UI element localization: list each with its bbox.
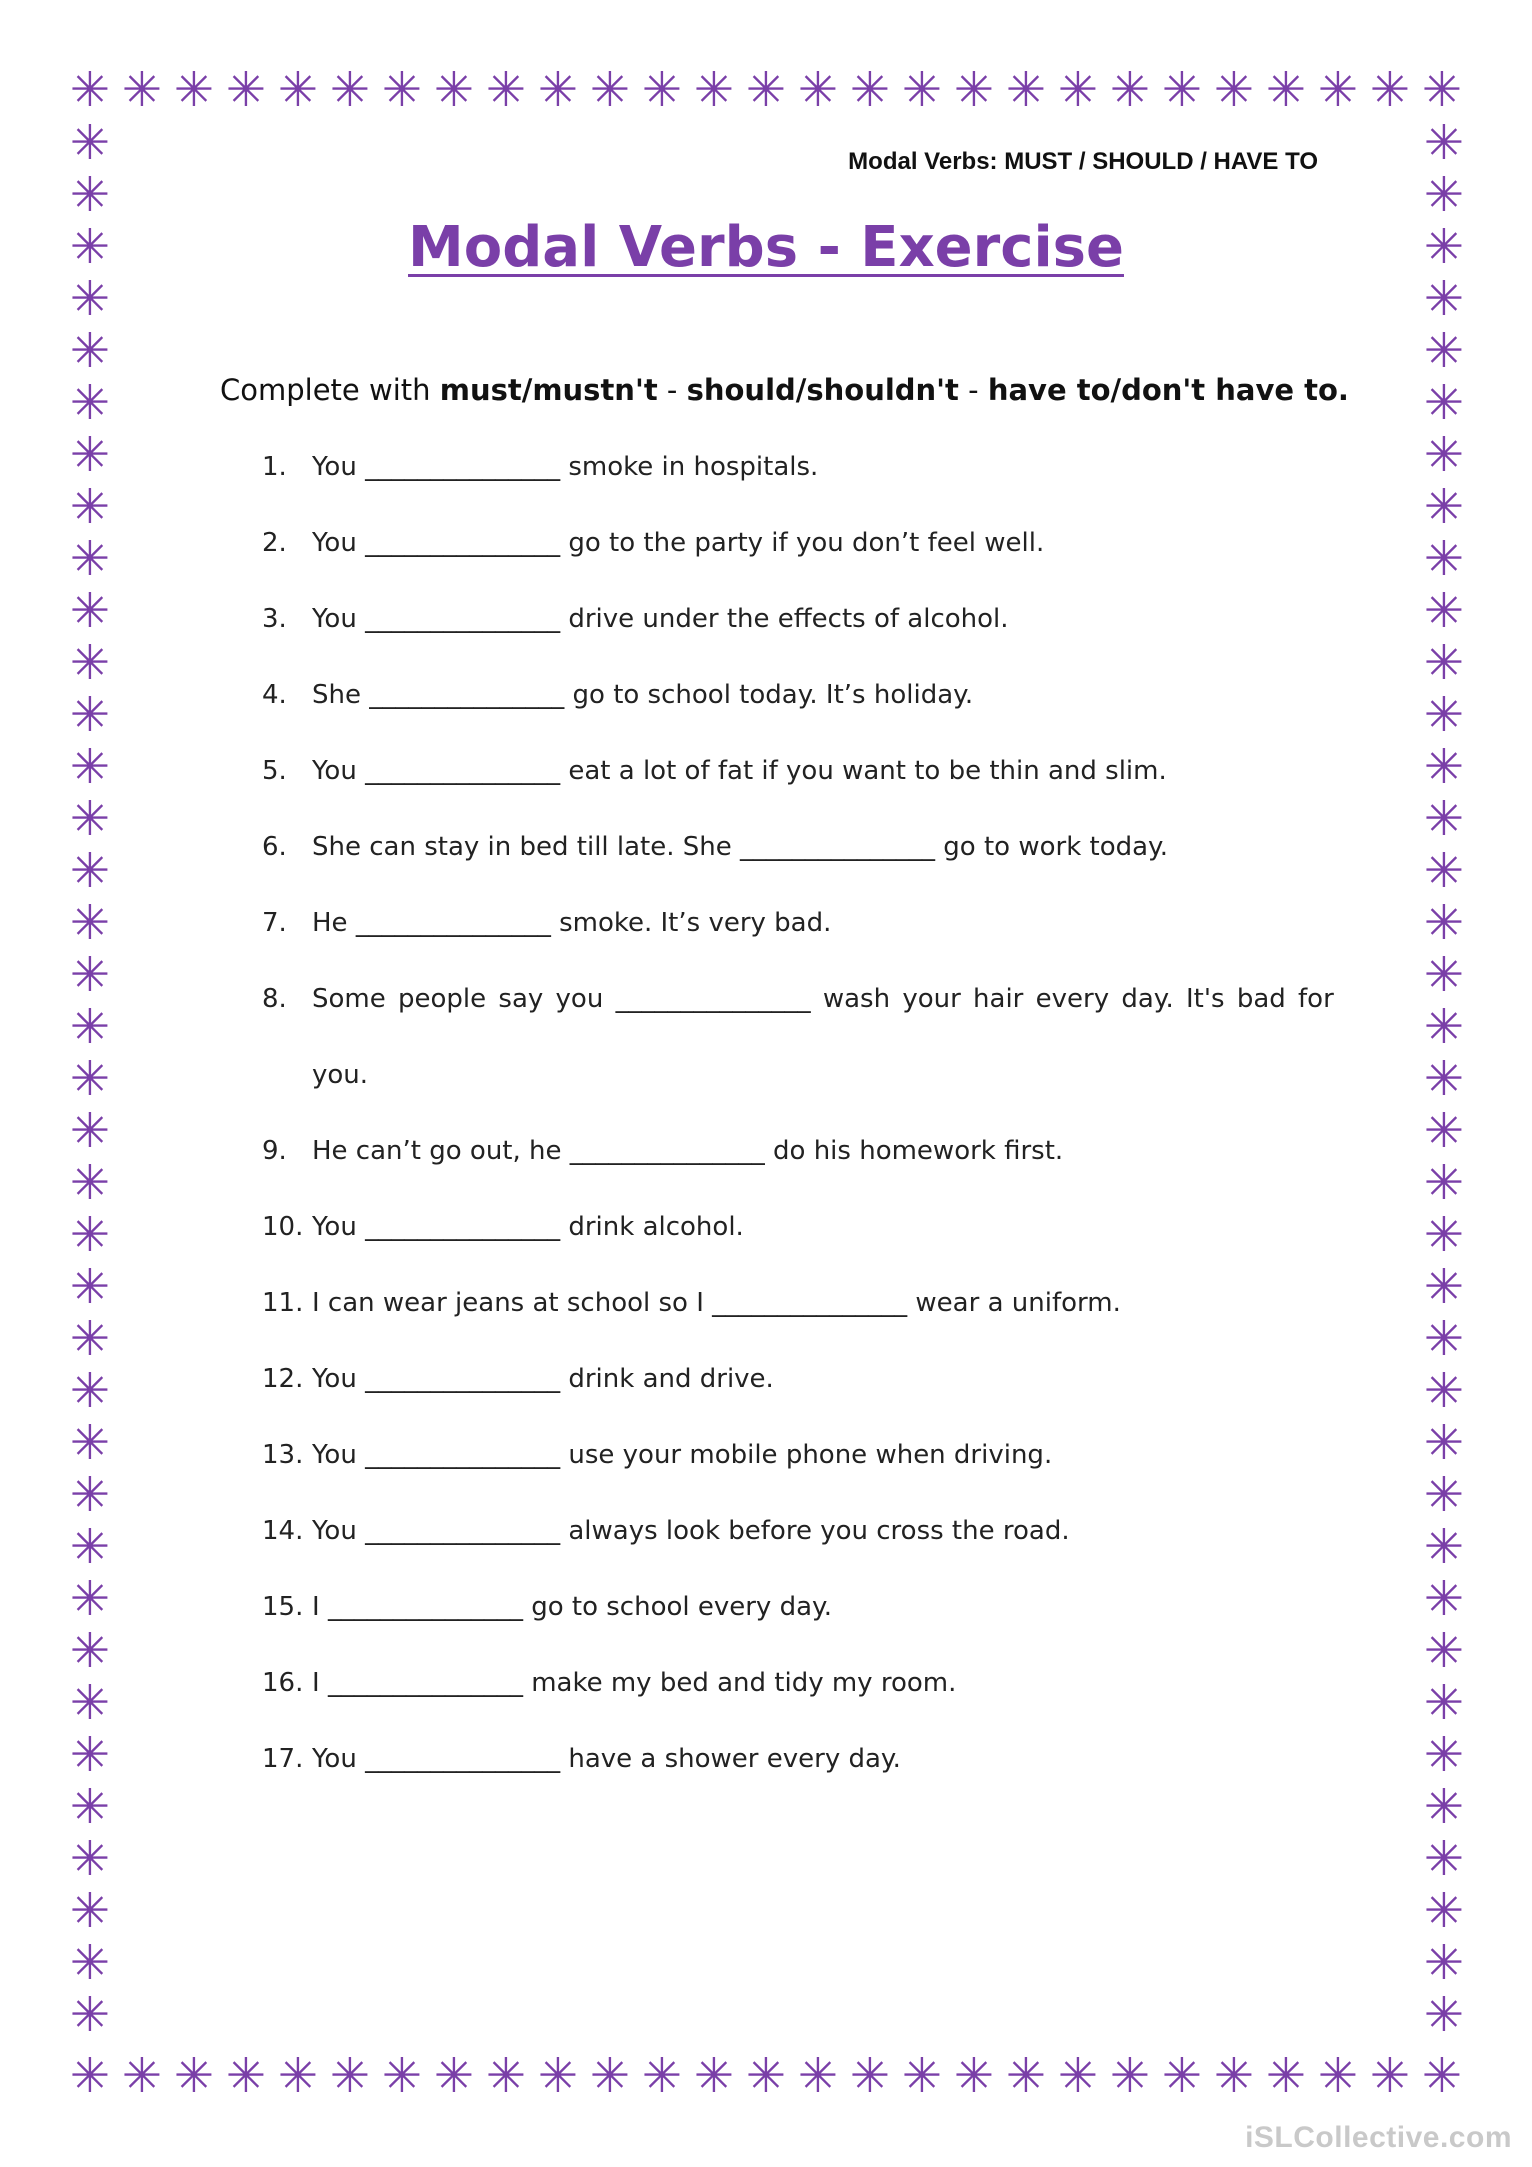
sentence-end: use your mobile phone when driving. xyxy=(560,1440,1053,1470)
flower-icon: ✳ xyxy=(693,62,735,118)
answer-blank[interactable]: _______________ xyxy=(365,1516,561,1546)
exercise-number: 11. xyxy=(262,1288,304,1318)
exercise-number: 13. xyxy=(262,1440,304,1470)
exercise-number: 15. xyxy=(262,1592,304,1622)
flower-icon: ✳ xyxy=(69,1675,111,1731)
flower-icon: ✳ xyxy=(1421,62,1463,118)
exercise-sentence xyxy=(312,1212,744,1242)
flower-icon: ✳ xyxy=(433,62,475,118)
exercise-sentence xyxy=(312,1592,832,1622)
answer-blank[interactable]: _______________ xyxy=(365,604,561,634)
flower-icon: ✳ xyxy=(69,375,111,431)
exercise-number: 2. xyxy=(262,528,287,558)
flower-icon: ✳ xyxy=(1423,1155,1465,1211)
exercise-item xyxy=(262,756,1322,832)
flower-icon: ✳ xyxy=(1317,62,1359,118)
flower-icon: ✳ xyxy=(69,739,111,795)
flower-icon: ✳ xyxy=(69,219,111,275)
flower-icon: ✳ xyxy=(69,115,111,171)
flower-icon: ✳ xyxy=(69,1155,111,1211)
exercise-sentence xyxy=(312,908,831,938)
exercise-item xyxy=(262,1364,1322,1440)
flower-icon: ✳ xyxy=(381,2048,423,2104)
exercise-item xyxy=(262,984,1334,1136)
flower-icon: ✳ xyxy=(1423,1311,1465,1367)
flower-icon: ✳ xyxy=(901,62,943,118)
flower-icon: ✳ xyxy=(1423,271,1465,327)
exercise-item xyxy=(262,528,1322,604)
flower-icon: ✳ xyxy=(69,1935,111,1991)
answer-blank[interactable]: _______________ xyxy=(365,1364,561,1394)
sentence-start: You xyxy=(312,1516,366,1546)
flower-icon: ✳ xyxy=(1423,1103,1465,1159)
flower-icon: ✳ xyxy=(69,1831,111,1887)
flower-icon: ✳ xyxy=(69,1987,111,2043)
sentence-end: go to school today. It’s holiday. xyxy=(564,680,974,710)
flower-icon: ✳ xyxy=(69,1727,111,1783)
flower-icon: ✳ xyxy=(641,2048,683,2104)
sentence-start: Some people say you xyxy=(312,984,616,1014)
sentence-end: drink and drive. xyxy=(560,1364,774,1394)
exercise-item xyxy=(262,1288,1322,1364)
flower-icon: ✳ xyxy=(69,1519,111,1575)
exercise-sentence xyxy=(312,1364,774,1394)
answer-blank[interactable]: _______________ xyxy=(365,528,561,558)
answer-blank[interactable]: _______________ xyxy=(355,908,551,938)
flower-icon: ✳ xyxy=(1265,2048,1307,2104)
exercise-item xyxy=(262,452,1322,528)
answer-blank[interactable]: _______________ xyxy=(365,452,561,482)
exercise-sentence xyxy=(312,1440,1052,1470)
flower-icon: ✳ xyxy=(225,62,267,118)
flower-icon: ✳ xyxy=(1423,843,1465,899)
flower-icon: ✳ xyxy=(69,1103,111,1159)
answer-blank[interactable]: _______________ xyxy=(365,1440,561,1470)
flower-icon: ✳ xyxy=(69,1623,111,1679)
flower-icon: ✳ xyxy=(745,62,787,118)
flower-icon: ✳ xyxy=(1109,2048,1151,2104)
option-should: should/shouldn't xyxy=(686,373,959,407)
sentence-end: wear a uniform. xyxy=(907,1288,1121,1318)
exercise-item xyxy=(262,1744,1322,1820)
flower-icon: ✳ xyxy=(1423,583,1465,639)
flower-icon: ✳ xyxy=(1423,1675,1465,1731)
flower-icon: ✳ xyxy=(589,2048,631,2104)
sentence-end: make my bed and tidy my room. xyxy=(522,1668,957,1698)
flower-icon: ✳ xyxy=(1423,1571,1465,1627)
flower-border-top xyxy=(64,64,1468,116)
flower-icon: ✳ xyxy=(69,999,111,1055)
answer-blank[interactable]: _______________ xyxy=(327,1668,523,1698)
exercise-sentence xyxy=(312,452,818,482)
flower-icon: ✳ xyxy=(537,2048,579,2104)
flower-icon: ✳ xyxy=(1213,2048,1255,2104)
flower-icon: ✳ xyxy=(1423,635,1465,691)
flower-icon: ✳ xyxy=(277,2048,319,2104)
sentence-end: eat a lot of fat if you want to be thin and slim. xyxy=(560,756,1167,786)
flower-icon: ✳ xyxy=(953,62,995,118)
flower-icon: ✳ xyxy=(69,167,111,223)
flower-icon: ✳ xyxy=(1423,1207,1465,1263)
flower-icon: ✳ xyxy=(1423,1467,1465,1523)
flower-icon: ✳ xyxy=(69,1051,111,1107)
flower-border-left xyxy=(64,117,116,2041)
instruction-separator: - xyxy=(657,373,687,407)
flower-icon: ✳ xyxy=(1057,2048,1099,2104)
sentence-end: always look before you cross the road. xyxy=(560,1516,1070,1546)
flower-icon: ✳ xyxy=(225,2048,267,2104)
flower-icon: ✳ xyxy=(69,1571,111,1627)
flower-icon: ✳ xyxy=(69,843,111,899)
flower-icon: ✳ xyxy=(1423,531,1465,587)
flower-icon: ✳ xyxy=(1423,1415,1465,1471)
exercise-item xyxy=(262,1136,1322,1212)
exercise-number: 7. xyxy=(262,908,287,938)
flower-icon: ✳ xyxy=(69,479,111,535)
flower-icon: ✳ xyxy=(1423,1779,1465,1835)
sentence-start: She can stay in bed till late. She xyxy=(312,832,741,862)
flower-icon: ✳ xyxy=(1423,167,1465,223)
sentence-start: You xyxy=(312,756,366,786)
sentence-start: You xyxy=(312,528,366,558)
flower-icon: ✳ xyxy=(69,895,111,951)
exercise-sentence xyxy=(312,984,1334,1014)
exercise-item xyxy=(262,680,1322,756)
exercise-item xyxy=(262,832,1322,908)
flower-icon: ✳ xyxy=(1423,895,1465,951)
flower-icon: ✳ xyxy=(1369,62,1411,118)
flower-icon: ✳ xyxy=(433,2048,475,2104)
exercise-item xyxy=(262,908,1322,984)
flower-icon: ✳ xyxy=(1109,62,1151,118)
exercise-number: 10. xyxy=(262,1212,304,1242)
flower-icon: ✳ xyxy=(1423,1363,1465,1419)
instruction-prefix: Complete with xyxy=(220,373,440,407)
flower-icon: ✳ xyxy=(1423,1623,1465,1679)
flower-icon: ✳ xyxy=(849,62,891,118)
flower-icon: ✳ xyxy=(745,2048,787,2104)
option-must: must/mustn't xyxy=(439,373,658,407)
sentence-start: He can’t go out, he xyxy=(312,1136,570,1166)
flower-icon: ✳ xyxy=(1161,2048,1203,2104)
exercise-number: 4. xyxy=(262,680,287,710)
answer-blank[interactable]: _______________ xyxy=(369,680,565,710)
instruction-separator: - xyxy=(958,373,988,407)
exercise-item xyxy=(262,604,1322,680)
option-have-to: have to/don't have to. xyxy=(987,373,1349,407)
flower-icon: ✳ xyxy=(1423,1727,1465,1783)
answer-blank[interactable]: _______________ xyxy=(712,1288,908,1318)
flower-icon: ✳ xyxy=(69,1779,111,1835)
sentence-start: I xyxy=(312,1592,328,1622)
exercise-sentence xyxy=(312,756,1167,786)
sentence-continuation: you. xyxy=(312,1060,369,1090)
flower-icon: ✳ xyxy=(69,583,111,639)
exercise-list xyxy=(262,452,1334,1820)
flower-icon: ✳ xyxy=(69,947,111,1003)
flower-icon: ✳ xyxy=(69,2048,111,2104)
sentence-end: go to school every day. xyxy=(522,1592,832,1622)
flower-icon: ✳ xyxy=(1057,62,1099,118)
exercise-item xyxy=(262,1440,1322,1516)
flower-icon: ✳ xyxy=(173,2048,215,2104)
exercise-number: 5. xyxy=(262,756,287,786)
sentence-start: You xyxy=(312,1440,366,1470)
exercise-number: 17. xyxy=(262,1744,304,1774)
exercise-sentence xyxy=(312,604,1009,634)
flower-icon: ✳ xyxy=(589,62,631,118)
worksheet-topic: Modal Verbs: MUST / SHOULD / HAVE TO xyxy=(848,148,1318,175)
exercise-item xyxy=(262,1592,1322,1668)
watermark: iSLCollective.com xyxy=(1245,2121,1512,2154)
flower-icon: ✳ xyxy=(1421,2048,1463,2104)
flower-icon: ✳ xyxy=(537,62,579,118)
sentence-start: You xyxy=(312,452,366,482)
exercise-item xyxy=(262,1668,1322,1744)
answer-blank[interactable]: _______________ xyxy=(365,1212,561,1242)
flower-icon: ✳ xyxy=(953,2048,995,2104)
sentence-end: smoke in hospitals. xyxy=(560,452,819,482)
page-title: Modal Verbs - Exercise xyxy=(408,215,1124,280)
sentence-end: do his homework first. xyxy=(764,1136,1064,1166)
flower-icon: ✳ xyxy=(329,2048,371,2104)
flower-icon: ✳ xyxy=(69,1467,111,1523)
flower-icon: ✳ xyxy=(69,427,111,483)
exercise-number: 14. xyxy=(262,1516,304,1546)
flower-icon: ✳ xyxy=(1423,115,1465,171)
answer-blank[interactable]: _______________ xyxy=(365,1744,561,1774)
exercise-number: 12. xyxy=(262,1364,304,1394)
flower-icon: ✳ xyxy=(69,1259,111,1315)
exercise-sentence xyxy=(312,680,973,710)
sentence-start: You xyxy=(312,1212,366,1242)
flower-icon: ✳ xyxy=(277,62,319,118)
exercise-sentence xyxy=(312,832,1168,862)
flower-icon: ✳ xyxy=(849,2048,891,2104)
flower-icon: ✳ xyxy=(901,2048,943,2104)
flower-icon: ✳ xyxy=(1423,1519,1465,1575)
sentence-end: go to work today. xyxy=(935,832,1169,862)
flower-icon: ✳ xyxy=(121,62,163,118)
exercise-number: 8. xyxy=(262,984,287,1014)
sentence-start: You xyxy=(312,1364,366,1394)
flower-icon: ✳ xyxy=(69,62,111,118)
flower-icon: ✳ xyxy=(69,271,111,327)
flower-icon: ✳ xyxy=(1423,1259,1465,1315)
flower-icon: ✳ xyxy=(1423,427,1465,483)
sentence-start: I can wear jeans at school so I xyxy=(312,1288,713,1318)
flower-border-right xyxy=(1418,117,1470,2041)
flower-icon: ✳ xyxy=(69,1415,111,1471)
exercise-sentence xyxy=(312,1288,1121,1318)
flower-icon: ✳ xyxy=(1423,791,1465,847)
flower-icon: ✳ xyxy=(693,2048,735,2104)
sentence-start: You xyxy=(312,604,366,634)
flower-icon: ✳ xyxy=(1423,1935,1465,1991)
instruction-line xyxy=(220,373,1349,407)
flower-icon: ✳ xyxy=(1423,1831,1465,1887)
flower-icon: ✳ xyxy=(1213,62,1255,118)
sentence-start: She xyxy=(312,680,370,710)
flower-icon: ✳ xyxy=(69,635,111,691)
sentence-end: wash your hair every day. It's bad for xyxy=(810,984,1334,1014)
flower-icon: ✳ xyxy=(1423,1987,1465,2043)
flower-icon: ✳ xyxy=(69,1207,111,1263)
flower-icon: ✳ xyxy=(69,1311,111,1367)
answer-blank[interactable]: _______________ xyxy=(327,1592,523,1622)
exercise-sentence xyxy=(312,1516,1070,1546)
flower-icon: ✳ xyxy=(1423,999,1465,1055)
flower-icon: ✳ xyxy=(1423,375,1465,431)
flower-icon: ✳ xyxy=(69,687,111,743)
exercise-item xyxy=(262,1212,1322,1288)
flower-icon: ✳ xyxy=(329,62,371,118)
answer-blank[interactable]: _______________ xyxy=(569,1136,765,1166)
flower-icon: ✳ xyxy=(1423,323,1465,379)
sentence-end: drive under the effects of alcohol. xyxy=(560,604,1009,634)
exercise-number: 6. xyxy=(262,832,287,862)
exercise-number: 1. xyxy=(262,452,287,482)
sentence-end: drink alcohol. xyxy=(560,1212,744,1242)
sentence-end: have a shower every day. xyxy=(560,1744,901,1774)
flower-icon: ✳ xyxy=(641,62,683,118)
flower-border-bottom xyxy=(64,2050,1468,2102)
flower-icon: ✳ xyxy=(173,62,215,118)
flower-icon: ✳ xyxy=(797,2048,839,2104)
flower-icon: ✳ xyxy=(69,323,111,379)
flower-icon: ✳ xyxy=(1423,739,1465,795)
flower-icon: ✳ xyxy=(1161,62,1203,118)
flower-icon: ✳ xyxy=(69,791,111,847)
flower-icon: ✳ xyxy=(1423,687,1465,743)
exercise-sentence xyxy=(312,1136,1063,1166)
sentence-end: go to the party if you don’t feel well. xyxy=(560,528,1045,558)
exercise-number: 9. xyxy=(262,1136,287,1166)
answer-blank[interactable]: _______________ xyxy=(365,756,561,786)
exercise-sentence xyxy=(312,1744,901,1774)
sentence-start: You xyxy=(312,1744,366,1774)
exercise-sentence xyxy=(312,1668,956,1698)
flower-icon: ✳ xyxy=(381,62,423,118)
flower-icon: ✳ xyxy=(1369,2048,1411,2104)
exercise-sentence xyxy=(312,528,1044,558)
flower-icon: ✳ xyxy=(797,62,839,118)
sentence-start: He xyxy=(312,908,356,938)
sentence-start: I xyxy=(312,1668,328,1698)
flower-icon: ✳ xyxy=(485,2048,527,2104)
flower-icon: ✳ xyxy=(69,531,111,587)
exercise-number: 3. xyxy=(262,604,287,634)
exercise-item xyxy=(262,1516,1322,1592)
flower-icon: ✳ xyxy=(485,62,527,118)
answer-blank[interactable]: _______________ xyxy=(740,832,936,862)
flower-icon: ✳ xyxy=(1005,62,1047,118)
flower-icon: ✳ xyxy=(1265,62,1307,118)
flower-icon: ✳ xyxy=(1423,947,1465,1003)
flower-icon: ✳ xyxy=(1423,1051,1465,1107)
flower-icon: ✳ xyxy=(1423,479,1465,535)
sentence-end: smoke. It’s very bad. xyxy=(550,908,832,938)
flower-icon: ✳ xyxy=(69,1883,111,1939)
flower-icon: ✳ xyxy=(1317,2048,1359,2104)
exercise-number: 16. xyxy=(262,1668,304,1698)
flower-icon: ✳ xyxy=(121,2048,163,2104)
flower-icon: ✳ xyxy=(1005,2048,1047,2104)
flower-icon: ✳ xyxy=(1423,1883,1465,1939)
answer-blank[interactable]: _______________ xyxy=(615,984,811,1014)
flower-icon: ✳ xyxy=(69,1363,111,1419)
flower-icon: ✳ xyxy=(1423,219,1465,275)
